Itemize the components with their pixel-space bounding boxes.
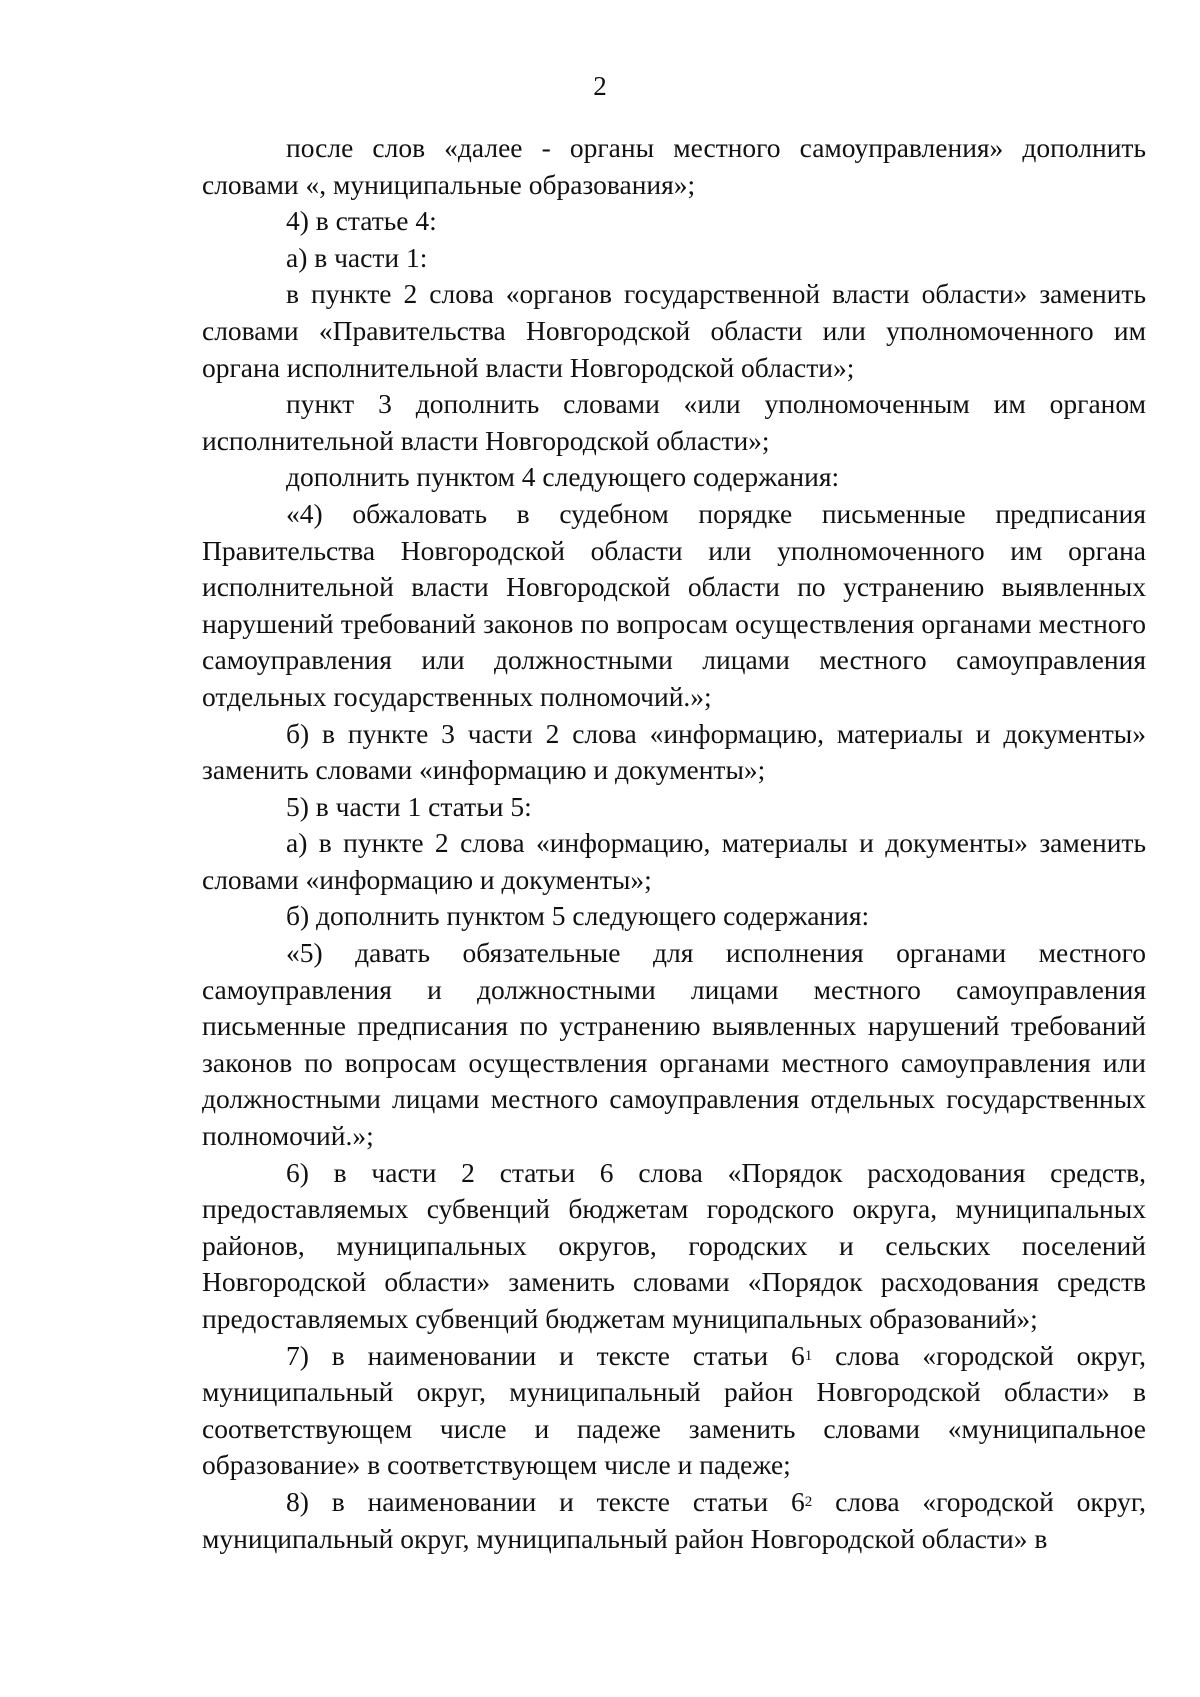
page-number: 2 <box>593 71 607 101</box>
superscript: 1 <box>804 1347 813 1364</box>
paragraph: пункт 3 дополнить словами «или уполномоченным им органом исполнительной власти Новгородской области»; <box>202 388 1146 456</box>
paragraph: «5) давать обязательные для исполнения органами местного самоуправления и должностными лицами местного самоуправления письменные предписания по устранению выявленных нарушений требований законов по вопросам осуществления органами местного самоуправления или должностными лицами местного самоуправления отдельных государственных полномочий.»; <box>202 937 1146 1152</box>
paragraph: а) в части 1: <box>286 241 428 273</box>
paragraph: а) в пункте 2 слова «информацию, материалы и документы» заменить словами «информацию и документы»; <box>202 827 1146 895</box>
paragraph <box>202 1484 1146 1557</box>
paragraph-text: слова «городской округ, муниципальный округ, муниципальный район Новгородской области» в соответствующем числе и падеже заменить словами «муниципальное образование» в соответствующем числе и падеже; <box>202 1339 1146 1481</box>
paragraph: 4) в статье 4: <box>286 205 437 237</box>
paragraph-text: 7) в наименовании и тексте статьи 6 <box>286 1339 805 1371</box>
paragraph: б) в пункте 3 части 2 слова «информацию, материалы и документы» заменить словами «информацию и документы»; <box>202 717 1146 786</box>
paragraph: дополнить пунктом 4 следующего содержания: <box>286 461 840 493</box>
paragraph: после слов «далее - органы местного самоуправления» дополнить словами «, муниципальные образования»; <box>202 132 1146 200</box>
paragraph: 6) в части 2 статьи 6 слова «Порядок расходования средств, предоставляемых субвенций бюджетам городского округа, муниципальных районов, муниципальных округов, городских и сельских поселений Новгородской области» заменить словами «Порядок расходования средств предоставляемых субвенций бюджетам муниципальных образований»; <box>202 1156 1146 1334</box>
paragraph-text: 8) в наименовании и тексте статьи 6 <box>286 1485 805 1517</box>
paragraph: в пункте 2 слова «органов государственной власти области» заменить словами «Правительства Новгородской области или уполномоченного им органа исполнительной власти Новгородской области»; <box>202 278 1146 383</box>
paragraph: б) дополнить пунктом 5 следующего содержания: <box>286 900 870 932</box>
paragraph: 5) в части 1 статьи 5: <box>286 790 532 822</box>
paragraph-text: слова «городской округ, муниципальный округ, муниципальный район Новгородской области» в <box>202 1485 1146 1554</box>
document-body <box>202 130 1146 1557</box>
superscript: 2 <box>804 1493 813 1510</box>
paragraph <box>202 1338 1146 1484</box>
paragraph: «4) обжаловать в судебном порядке письменные предписания Правительства Новгородской области или уполномоченного им органа исполнительной власти Новгородской области по устранению выявленных нарушений требований законов по вопросам осуществления органами местного самоуправления или должностными лицами местного самоуправления отдельных государственных полномочий.»; <box>202 497 1146 712</box>
